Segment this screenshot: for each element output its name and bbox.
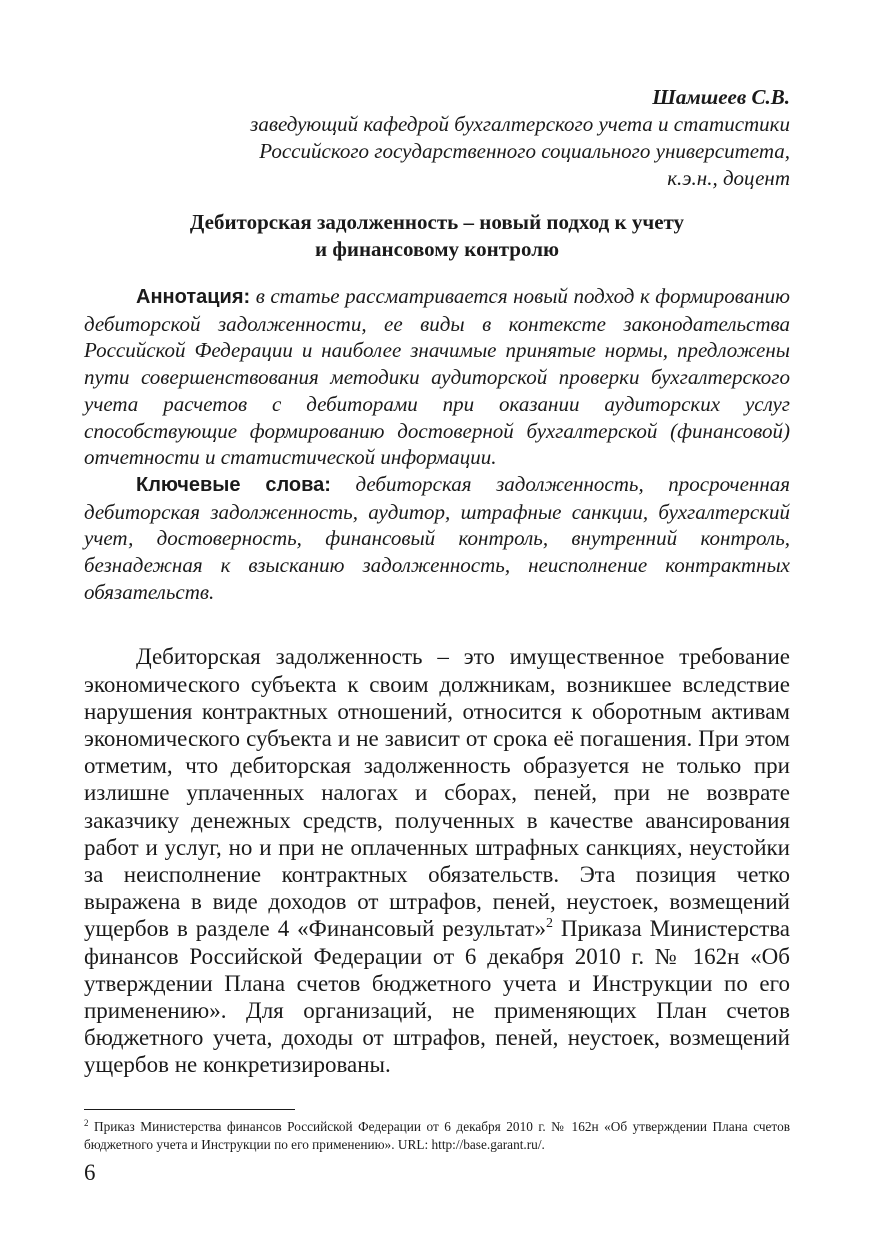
page-number: 6 — [84, 1160, 96, 1185]
author-name: Шамшеев С.В. — [652, 85, 790, 109]
document-page — [84, 84, 790, 1079]
article-title-line-1: Дебиторская задолженность – новый подход к учету — [189, 210, 685, 234]
keywords — [84, 471, 790, 606]
footnote — [84, 1118, 790, 1154]
author-institution: Российского государственного социального университета, — [259, 139, 790, 163]
keywords-label: Ключевые слова: — [136, 473, 331, 496]
abstract — [84, 283, 790, 471]
article-title — [84, 209, 790, 263]
abstract-label: Аннотация: — [136, 286, 251, 308]
body-paragraph — [84, 643, 790, 1078]
author-degree: к.э.н., доцент — [667, 166, 790, 190]
footnote-number: 2 — [84, 1118, 89, 1128]
author-block — [84, 84, 790, 192]
footnote-divider — [84, 1109, 295, 1110]
body-text-part-1: Дебиторская задолженность – это имущественное требование экономического субъекта к своим должникам, возникшее вследствие нарушения контрактных отношений, относится к оборотным активам экономического субъекта и не зависит от срока её погашения. При этом отметим, что дебиторская задолженность образуется не только при излишне уплаченных налогах и сборах, пеней, при не возврате заказчику денежных средств, полученных в качестве авансирования работ и услуг, но и при не оплаченных штрафных санкциях, неустойки за неисполнение контрактных обязательств. Эта позиция четко выражена в виде доходов от штрафов, пеней, неустоек, возмещений ущербов в разделе 4 «Финансовый результат» — [84, 644, 790, 942]
article-title-line-2: и финансовому контролю — [314, 237, 560, 261]
footnote-reference: 2 — [545, 916, 553, 932]
keywords-text: дебиторская задолженность, просроченная дебиторская задолженность, аудитор, штрафные санкции, бухгалтерский учет, достоверность, финансовый контроль, внутренний контроль, безнадежная к взысканию задолженность, неисполнение контрактных обязательств. — [84, 471, 790, 604]
footnote-text: Приказ Министерства финансов Российской Федерации от 6 декабря 2010 г. № 162н «Об утверждении Плана счетов бюджетного учета и Инструкции по его применению». URL: http://base.garant.ru/. — [84, 1119, 790, 1152]
abstract-text: в статье рассматривается новый подход к формированию дебиторской задолженности, ее виды в контексте законодательства Российской Федерации и наиболее значимые принятые нормы, предложены пути совершенствования методики аудиторской проверки бухгалтерского учета расчетов с дебиторами при оказании аудиторских услуг способствующие формированию достоверной бухгалтерской (финансовой) отчетности и статистической информации. — [84, 284, 790, 470]
author-position: заведующий кафедрой бухгалтерского учета и статистики — [250, 112, 790, 136]
body-text-part-2: Приказа Министерства финансов Российской Федерации от 6 декабря 2010 г. № 162н «Об утверждении Плана счетов бюджетного учета и Инструкции по его применению». Для организаций, не применяющих План счетов бюджетного учета, доходы от штрафов, пеней, неустоек, возмещений ущербов не конкретизированы. — [84, 916, 790, 1078]
